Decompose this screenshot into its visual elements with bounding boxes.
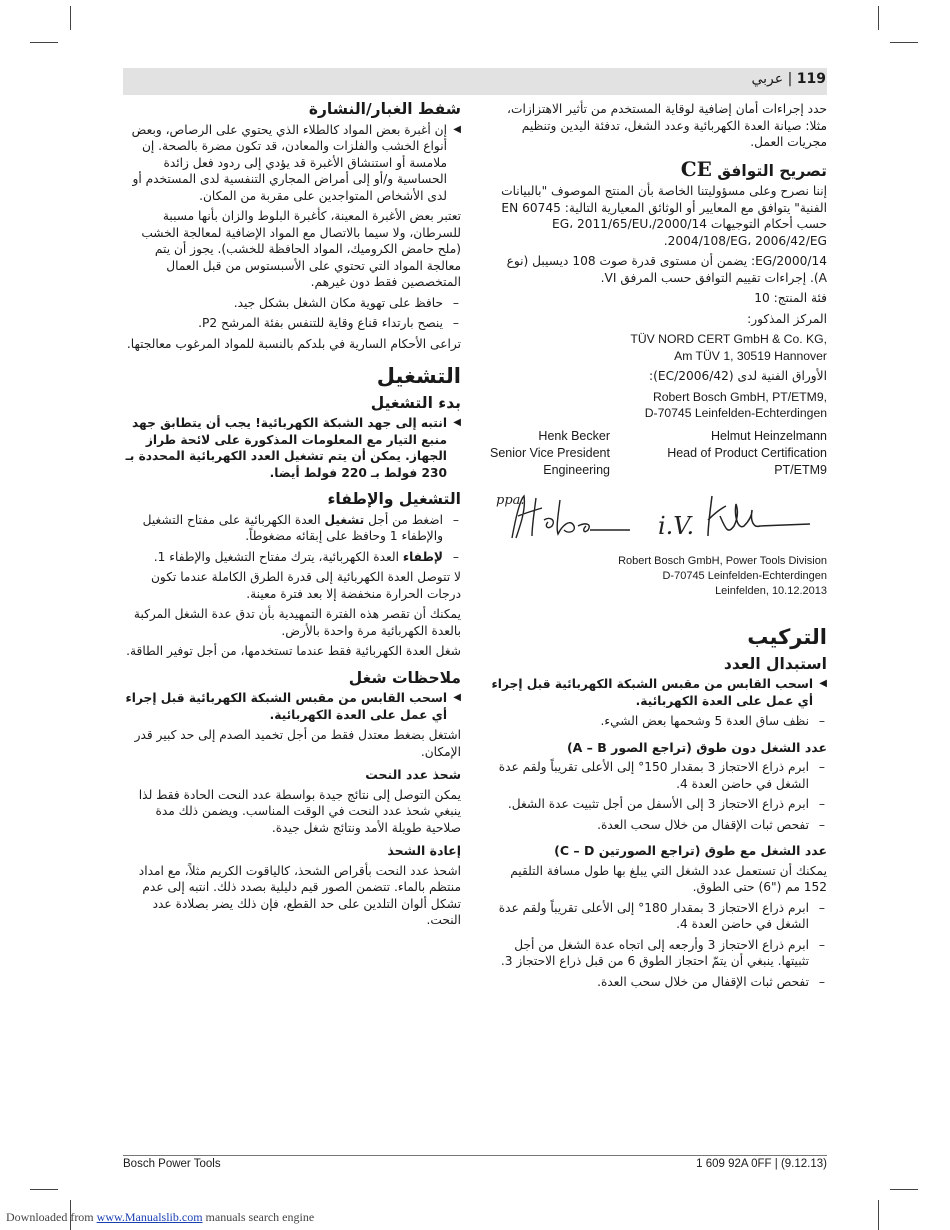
dust-step: – حافظ على تهوية مكان الشغل بشكل جيد.: [123, 295, 461, 312]
assembly-step: – ابرم ذراع الاحتجاز 3 وأرجعه إلى اتجاه عدة الشغل من أجل تثبيتها. ينبغي أن يتمّ احتجاز الطوق 6 من قبل ذراع الاحتجاز 3.: [490, 937, 827, 970]
collar-paragraph: يمكنك أن تستعمل عدد الشغل التي يبلغ بها طول مسافة التلقيم 152 مم ("6) حتى الطوق.: [510, 863, 827, 894]
assembly-step: – نظف ساق العدة 5 وشحمها بعض الشيء.: [490, 713, 827, 730]
resharpen-heading: إعادة الشحذ: [387, 843, 461, 858]
assembly-step: – ابرم ذراع الاحتجاز 3 بمقدار 180° إلى الأعلى تقريباً ولقم عدة الشغل في حاضن العدة 4.: [490, 900, 827, 933]
address-date: Leinfelden, 10.12.2013: [715, 585, 827, 597]
signatory-left-title2: Engineering: [543, 462, 610, 477]
signatory-left-name: Henk Becker: [538, 428, 610, 443]
left-column: [123, 101, 461, 933]
notified-body-label: المركز المذكور:: [747, 311, 827, 326]
assembly-step: – تفحص ثبات الإقفال من خلال سحب العدة.: [490, 974, 827, 991]
signature-stroke-right: [708, 496, 810, 536]
onoff-heading: التشغيل والإطفاء: [327, 490, 461, 508]
crop-mark: [890, 1189, 918, 1190]
signatory-right: [667, 428, 827, 479]
assembly-heading: التركيب: [747, 625, 827, 649]
assembly-step: – ابرم ذراع الاحتجاز 3 إلى الأسفل من أجل تثبيت عدة الشغل.: [490, 796, 827, 813]
start-heading: بدء التشغيل: [370, 393, 461, 412]
energy-paragraph: شغل العدة الكهربائية فقط عندما تستخدمها، من أجل توفير الطاقة.: [126, 644, 461, 658]
switch-off-step: [123, 549, 461, 566]
switch-off-post: العدة الكهربائية، يترك مفتاح التشغيل والإطفاء 1.: [153, 549, 399, 564]
conformity-heading-text: تصريح التوافق: [717, 161, 827, 180]
notes-warning: ◀ اسحب القابس من مقبس الشبكة الكهربائية قبل إجراء أي عمل على العدة الكهربائية.: [123, 690, 461, 723]
assembly-step: – تفحص ثبات الإقفال من خلال سحب العدة.: [490, 817, 827, 834]
address-line1: Robert Bosch GmbH, Power Tools Division: [618, 555, 827, 567]
cold-paragraph: لا تتوصل العدة الكهربائية إلى قدرة الطرق الكاملة عندما تكون درجات الحرارة منخفضة إلا بعد فترة معينة.: [150, 570, 461, 601]
signature-stroke-left: [512, 496, 630, 538]
crop-mark: [878, 1200, 879, 1230]
dust-heading: شفط الغبار/النشارة: [308, 100, 461, 118]
vibration-intro: حدد إجراءات أمان إضافية لوقاية المستخدم من تأثير الاهتزازات، مثلا: صيانة العدة الكهربائية وعدد الشغل، تدفئة اليدين وتنظيم مجريات العمل.: [507, 102, 827, 149]
signatory-right-title1: Head of Product Certification: [667, 445, 827, 460]
page-language: عربي: [751, 71, 784, 87]
notified-body-line1: TÜV NORD CERT GmbH & Co. KG,: [630, 332, 827, 346]
handwritten-signature: [490, 486, 827, 546]
crop-mark: [30, 1189, 58, 1190]
page-header: [751, 71, 826, 87]
crop-mark: [890, 42, 918, 43]
download-suffix: manuals search engine: [202, 1210, 315, 1224]
collar-heading: عدد الشغل مع طوق (تراجع الصورتين C – D): [554, 843, 827, 858]
dust-paragraph: تعتبر بعض الأغبرة المعينة، كأغبرة البلوط والزان بأنها مسببة للسرطان، ولا سيما بالاتصال مع المواد الإضافية لمعالجة الخشب (ملح حامض الكروميك، المواد الحافظة للخشب). يجوز أن يتم معالجة المواد التي تحتوي على الأسبستوس من قبل العمال المتخصصين فقط دون غيرهم.: [141, 209, 461, 289]
dust-regulations: تراعى الأحكام السارية في بلدكم بالنسبة للمواد المرغوب معالجتها.: [126, 336, 461, 351]
switch-on-bold: تشغيل: [324, 512, 365, 527]
manualslib-link[interactable]: www.Manualslib.com: [96, 1210, 203, 1224]
sharpen-heading: شحذ عدد النحت: [365, 767, 461, 782]
switch-off-bold: لإطفاء: [402, 549, 443, 564]
voltage-warning: ◀ انتبه إلى جهد الشبكة الكهربائية! يجب أن يتطابق جهد منبع التيار مع المعلومات المذكورة على لائحة طراز الجهاز. يمكن أن يتم تشغيل العدد الكهربائية المحددة بـ 230 فولط بـ 220 فولط أيضا.: [123, 415, 461, 481]
assembly-step: – ابرم ذراع الاحتجاز 3 بمقدار 150° إلى الأعلى تقريباً ولقم عدة الشغل في حاضن العدة 4.: [490, 759, 827, 792]
right-column: [490, 101, 827, 994]
signatory-right-title2: PT/ETM9: [774, 462, 827, 477]
page-number: 119: [796, 71, 826, 87]
page-header-band: [123, 68, 827, 95]
switch-on-post: العدة الكهربائية على مفتاح التشغيل والإطفاء 1 وحافظ على إبقائه مضغوطاً.: [142, 512, 443, 543]
company-line2: D-70745 Leinfelden-Echterdingen: [644, 406, 827, 420]
ce-mark-icon: CE: [680, 156, 712, 181]
resharpen-paragraph: اشحذ عدد النحت بأقراص الشحذ، كالياقوت الكريم مثلاً، مع امداد منتظم بالماء. تتضمن الصور قيم دليلية بصدد ذلك. انتبه إلى عدم تشكل ألوان التلدين على حد القطع، فإن ذلك يضر بصلادة عدد النحت.: [138, 863, 461, 927]
address-line2: D-70745 Leinfelden-Echterdingen: [662, 570, 827, 582]
dust-warning: ◀ إن أغبرة بعض المواد كالطلاء الذي يحتوي على الرصاص، وبعض أنواع الخشب والفلزات والمعادن، قد تكون مضرة بالصحة. إن ملامسة أو استنشاق الأغبرة قد يؤدي إلى ردود فعل زائدة الحساسية و/أو إلى أمراض المجاري التنفسية لدى المستخدم أو لدى الأشخاص المتواجدين على مقربة من المكان.: [123, 122, 461, 205]
technical-docs-label: الأوراق الفنية لدى (2006/42/EC):: [649, 369, 827, 383]
footer-doc-number: 1 609 92A 0FF | (9.12.13): [696, 1158, 827, 1170]
dust-step: – ينصح بارتداء قناع وقاية للتنفس بفئة المرشح P2.: [123, 315, 461, 332]
company-address: [490, 554, 827, 599]
tool-change-heading: استبدال العدد: [723, 654, 827, 673]
company-line1: Robert Bosch GmbH, PT/ETM9,: [652, 389, 827, 404]
conformity-heading: [490, 156, 827, 181]
sharpen-paragraph: يمكن التوصل إلى نتائج جيدة بواسطة عدد النحت الحادة فقط لذا ينبغي شحذ عدد النحت في الوقت المناسب. ويضمن ذلك مدة صلاحية طويلة الأمد ونتائج شغل جيدة.: [138, 787, 461, 835]
footer-brand: Bosch Power Tools: [123, 1158, 221, 1170]
assembly-warning: ◀ اسحب القابس من مقبس الشبكة الكهربائية قبل إجراء أي عمل على العدة الكهربائية.: [490, 676, 827, 709]
signatory-right-name: Helmut Heinzelmann: [710, 428, 827, 443]
conformity-paragraph: إننا نصرح وعلى مسؤوليتنا الخاصة بأن المنتج الموصوف "بالبيانات الفنية" يتوافق مع المعايير أو الوثائق المعيارية التالية: EN 60745 حسب أحكام التوجيهات 2000/14/EG، 2011/65/EU، 2004/108/EG، 2006/42/EG.: [501, 184, 827, 248]
footer-rule: [123, 1155, 827, 1156]
download-notice: [6, 1210, 314, 1225]
signatory-left-title1: Senior Vice President: [490, 445, 610, 460]
crop-mark: [878, 6, 879, 30]
notes-heading: ملاحظات شغل: [348, 668, 461, 687]
notes-paragraph: اشتغل بضغط معتدل فقط من أجل تخميد الصدم إلى حد كبير قدر الإمكان.: [134, 728, 461, 759]
no-collar-heading: عدد الشغل دون طوق (تراجع الصور A – B): [566, 739, 827, 755]
header-separator: |: [783, 71, 793, 87]
signatories: [490, 428, 827, 480]
noise-paragraph: 2000/14/EG: يضمن أن مستوى قدرة صوت 108 ديسيبل (نوع A). إجراءات تقييم التوافق حسب المرفق VI.: [506, 254, 827, 285]
signature-iv: i.V.: [658, 511, 695, 540]
notified-body-line2: Am TÜV 1, 30519 Hannover: [674, 348, 827, 363]
signatory-left: [490, 428, 610, 479]
product-category: فئة المنتج: 10: [754, 291, 827, 305]
warmup-paragraph: يمكنك أن تقصر هذه الفترة التمهيدية بأن تدق عدة الشغل المركبة بالعدة الكهربائية مرة واحدة بالأرض.: [133, 607, 461, 638]
operation-heading: التشغيل: [376, 364, 461, 388]
switch-on-step: [123, 512, 461, 545]
crop-mark: [70, 6, 71, 30]
switch-on-pre: اضغط من أجل: [368, 512, 443, 527]
crop-mark: [30, 42, 58, 43]
download-prefix: Downloaded from: [6, 1210, 97, 1224]
signature-ppa: ppa.: [496, 492, 525, 508]
